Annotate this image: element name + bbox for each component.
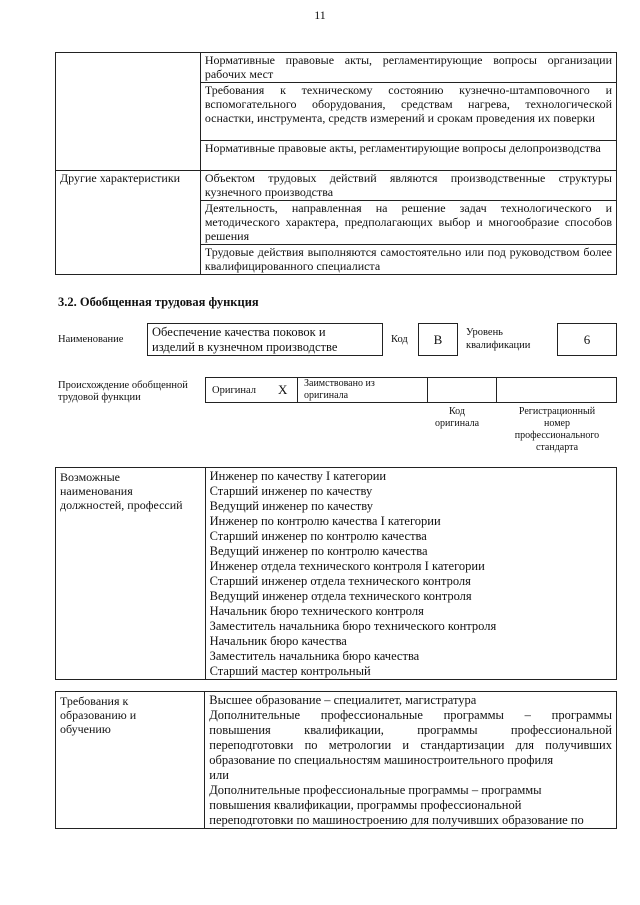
- name-value-line2: изделий в кузнечном производстве: [152, 340, 338, 354]
- table-cell-right: Деятельность, направленная на решение задач технологического и методического характера, предполагающих выбор и многообразие способов решения: [200, 201, 616, 245]
- borrowed-label: [304, 378, 375, 402]
- reg-caption-line2: номер: [544, 418, 570, 429]
- table-row: [56, 692, 617, 829]
- level-label-line2: квалификации: [466, 340, 531, 351]
- list-item: Ведущий инженер отдела технического контроля: [209, 589, 472, 603]
- original-mark: X: [278, 382, 288, 397]
- list-item: Ведущий инженер по качеству: [209, 499, 373, 513]
- table-row: [56, 245, 617, 275]
- table-row: [56, 468, 617, 680]
- list-item: Заместитель начальника бюро качества: [209, 649, 420, 663]
- level-label: [466, 326, 530, 352]
- table-cell-right: Объектом трудовых действий являются производственные структуры кузнечного производства: [200, 171, 616, 201]
- table-row: [56, 171, 617, 201]
- list-item: Заместитель начальника бюро технического контроля: [209, 619, 497, 633]
- list-item: Старший инженер отдела технического контроля: [209, 574, 471, 588]
- table-cell-right: Трудовые действия выполняются самостоятельно или под руководством более квалифицированного специалиста: [200, 245, 616, 275]
- list-item: Инженер по качеству I категории: [209, 469, 387, 483]
- education-label-line2: образованию и: [60, 708, 137, 722]
- origin-label-line1: Происхождение обобщенной: [58, 380, 188, 391]
- code-original-caption: [427, 406, 487, 430]
- education-line: повышения квалификации, программы профессиональной: [209, 723, 612, 737]
- education-table: [55, 691, 617, 829]
- origin-divider: [297, 377, 298, 403]
- positions-label-line3: должностей, профессий: [60, 498, 183, 512]
- education-line: Дополнительные профессиональные программы – программы: [209, 783, 542, 797]
- education-label-line1: Требования к: [60, 694, 129, 708]
- list-item: Начальник бюро качества: [209, 634, 347, 648]
- education-line: Дополнительные профессиональные программы – программы: [209, 708, 612, 722]
- reg-caption-line4: стандарта: [535, 442, 579, 453]
- list-item: Старший мастер контрольный: [209, 664, 371, 678]
- reg-caption-line1: Регистрационный: [518, 406, 596, 417]
- list-item: Старший инженер по контролю качества: [209, 529, 427, 543]
- page-number: 11: [314, 8, 326, 22]
- education-label: [56, 692, 205, 829]
- list-item: Инженер отдела технического контроля I категории: [209, 559, 485, 573]
- education-text: [205, 692, 617, 829]
- table-cell-right: Нормативные правовые акты, регламентирующие вопросы делопроизводства: [200, 141, 616, 171]
- code-caption-line1: Код: [449, 406, 465, 417]
- original-label: Оригинал: [212, 385, 256, 396]
- table-cell-left: [56, 141, 201, 171]
- table-cell-right: Нормативные правовые акты, регламентирующие вопросы организации рабочих мест: [200, 53, 616, 83]
- code-caption-line2: оригинала: [434, 418, 480, 429]
- borrowed-line2: оригинала: [304, 390, 349, 401]
- education-line: Высшее образование – специалитет, магистратура: [209, 693, 477, 707]
- name-value-line1: Обеспечение качества поковок и: [152, 325, 326, 339]
- origin-divider: [427, 377, 428, 403]
- table-row: [56, 83, 617, 141]
- list-item: Начальник бюро технического контроля: [209, 604, 424, 618]
- characteristics-table: [55, 52, 617, 275]
- table-cell-left: [56, 245, 201, 275]
- name-value-box: [147, 323, 383, 356]
- origin-box: [205, 377, 617, 403]
- education-line: переподготовки по машиностроению для получивших образование по: [209, 813, 584, 827]
- table-cell-left: [56, 83, 201, 141]
- name-label: Наименование: [58, 334, 124, 345]
- list-item: Инженер по контролю качества I категории: [209, 514, 441, 528]
- table-cell-left: [56, 53, 201, 83]
- positions-table: [55, 467, 617, 680]
- education-line: или: [209, 768, 229, 782]
- education-line: образование по специальностям машиностроительного профиля: [209, 753, 554, 767]
- origin-label-line2: трудовой функции: [58, 392, 141, 403]
- positions-label-line1: Возможные: [60, 470, 120, 484]
- positions-label-line2: наименования: [60, 484, 133, 498]
- list-item: Старший инженер по качеству: [209, 484, 373, 498]
- code-value: В: [418, 323, 458, 356]
- reg-caption-line3: профессионального: [514, 430, 600, 441]
- origin-divider: [496, 377, 497, 403]
- level-label-line1: Уровень: [466, 327, 503, 338]
- table-row: [56, 53, 617, 83]
- section-title: 3.2. Обобщенная трудовая функция: [58, 295, 259, 309]
- education-label-line3: обучению: [60, 722, 111, 736]
- level-value: 6: [557, 323, 617, 356]
- reg-number-caption: [497, 406, 617, 454]
- education-line: повышения квалификации, программы профессиональной: [209, 798, 522, 812]
- table-cell-right: Требования к техническому состоянию кузнечно-штамповочного и вспомогательного оборудования, средствам нагрева, технологической оснастки, инструмента, средств измерений и срокам проведения их поверки: [200, 83, 616, 141]
- table-cell-left: Другие характеристики: [56, 171, 201, 201]
- origin-label: [58, 380, 188, 404]
- code-label: Код: [391, 334, 408, 345]
- positions-label: [56, 468, 206, 680]
- borrowed-line1: Заимствовано из: [304, 378, 375, 389]
- table-cell-left: [56, 201, 201, 245]
- education-line: переподготовки по метрологии и стандартизации для получивших: [209, 738, 612, 752]
- table-row: [56, 201, 617, 245]
- list-item: Ведущий инженер по контролю качества: [209, 544, 428, 558]
- positions-list: [205, 468, 616, 680]
- table-row: [56, 141, 617, 171]
